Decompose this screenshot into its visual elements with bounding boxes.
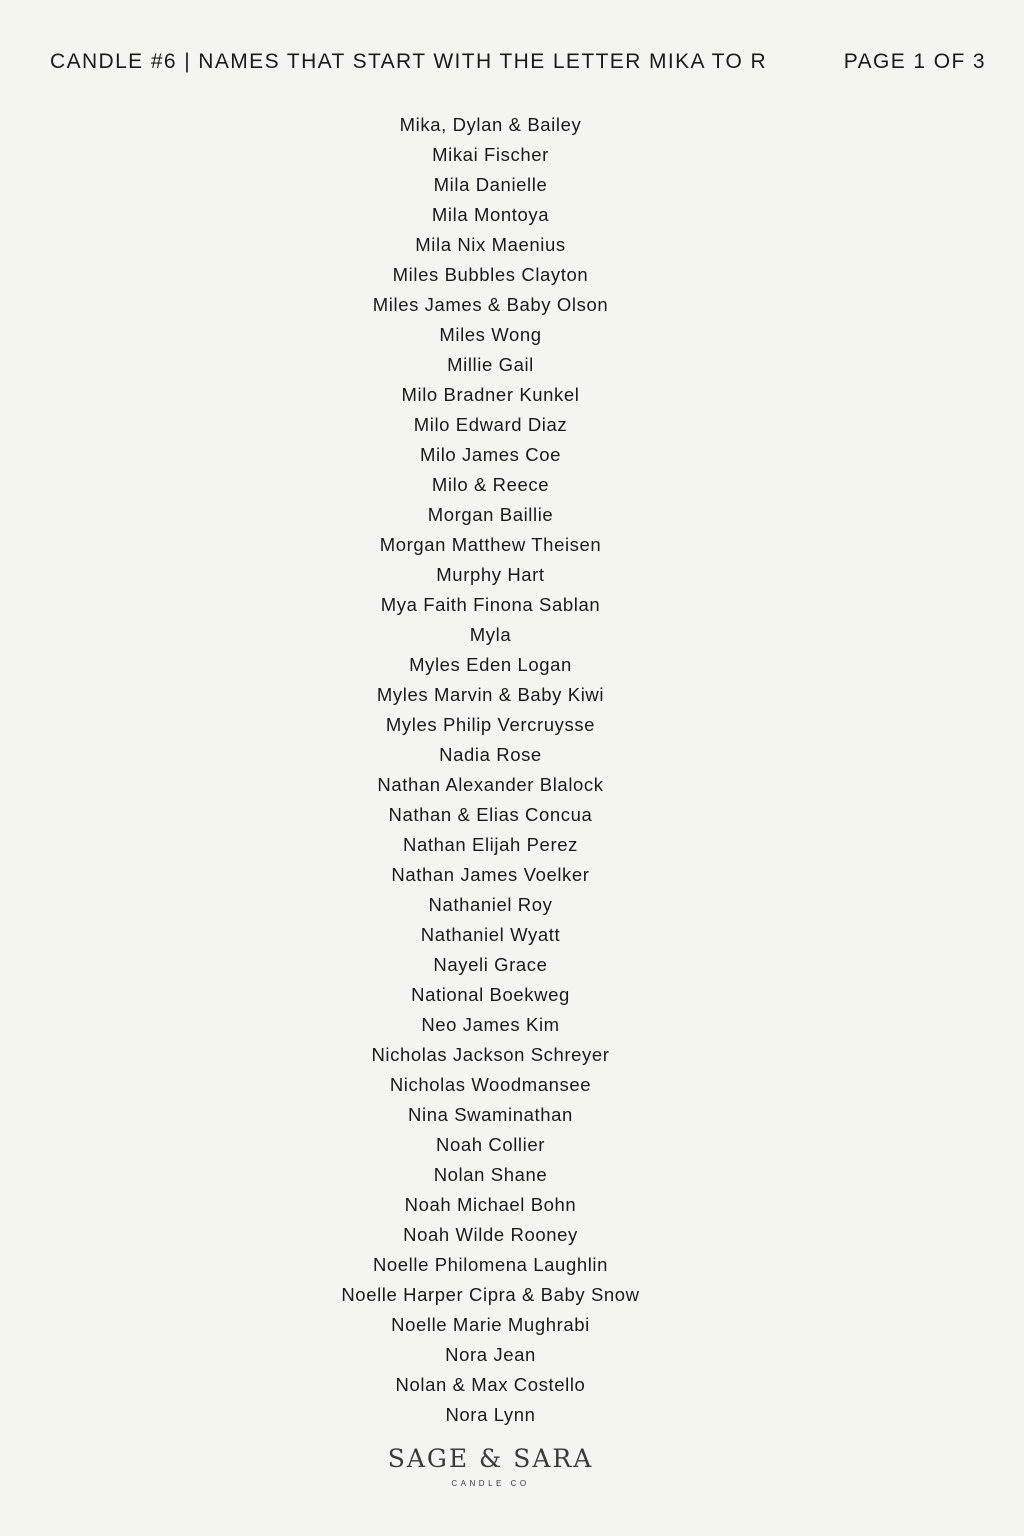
name-entry: Nicholas Woodmansee [389,1074,592,1095]
name-entry: Neo James Kim [421,1014,560,1035]
name-entry: Mila Montoya [431,204,550,225]
name-entry: Myles Philip Vercruysse [385,714,596,735]
name-entry: Nolan Shane [433,1164,548,1185]
name-entry: Milo James Coe [419,444,562,465]
name-entry: Mikai Fischer [432,144,549,165]
page-title: CANDLE #6 | NAMES THAT START WITH THE LETTER MIKA TO R [50,50,768,73]
name-entry: Mila Danielle [433,174,548,195]
name-entry: Murphy Hart [436,564,545,585]
name-entry: Noah Michael Bohn [404,1194,577,1215]
name-entry: Mika, Dylan & Bailey [399,114,582,135]
name-entry: Myles Eden Logan [409,654,572,675]
name-entry: Noelle Marie Mughrabi [391,1314,590,1335]
logo-wordmark: SAGE & SARA [387,1444,594,1473]
name-entry: Nicholas Jackson Schreyer [371,1044,610,1065]
page-number: PAGE 1 OF 3 [843,50,986,73]
name-entry: Nora Jean [445,1344,536,1365]
name-entry: Millie Gail [447,354,534,375]
name-entry: Miles Wong [439,324,542,345]
name-entry: Nolan & Max Costello [395,1374,586,1395]
name-entry: Myla [469,624,512,645]
name-entry: Milo Edward Diaz [413,414,568,435]
name-entry: Mila Nix Maenius [415,234,566,255]
page-header [50,47,986,77]
name-entry: Nayeli Grace [433,954,548,975]
name-entry: Milo & Reece [431,474,550,495]
name-entry: Nathaniel Roy [428,894,553,915]
name-entry: Nina Swaminathan [408,1104,573,1125]
name-entry: Nathan Alexander Blalock [377,774,604,795]
name-entry: Morgan Baillie [427,504,554,525]
name-entry: Noelle Philomena Laughlin [372,1254,609,1275]
name-entry: Nathan James Voelker [391,864,590,885]
name-entry: Nathan & Elias Concua [388,804,593,825]
name-entry: Noah Collier [436,1134,545,1155]
brand-logo [0,1444,981,1488]
name-entry: Morgan Matthew Theisen [379,534,602,555]
name-entry: Nathan Elijah Perez [403,834,578,855]
name-entry: Noah Wilde Rooney [403,1224,578,1245]
name-entry: Nadia Rose [439,744,542,765]
name-entry: Noelle Harper Cipra & Baby Snow [341,1284,640,1305]
name-entry: Nathaniel Wyatt [420,924,561,945]
logo-tagline: CANDLE CO [451,1479,530,1488]
name-entry: Miles James & Baby Olson [372,294,609,315]
names-list [0,110,981,1430]
name-entry: Milo Bradner Kunkel [401,384,580,405]
name-entry: Nora Lynn [445,1404,536,1425]
name-entry: Myles Marvin & Baby Kiwi [376,684,605,705]
name-entry: Mya Faith Finona Sablan [380,594,601,615]
name-entry: National Boekweg [411,984,570,1005]
name-entry: Miles Bubbles Clayton [392,264,589,285]
